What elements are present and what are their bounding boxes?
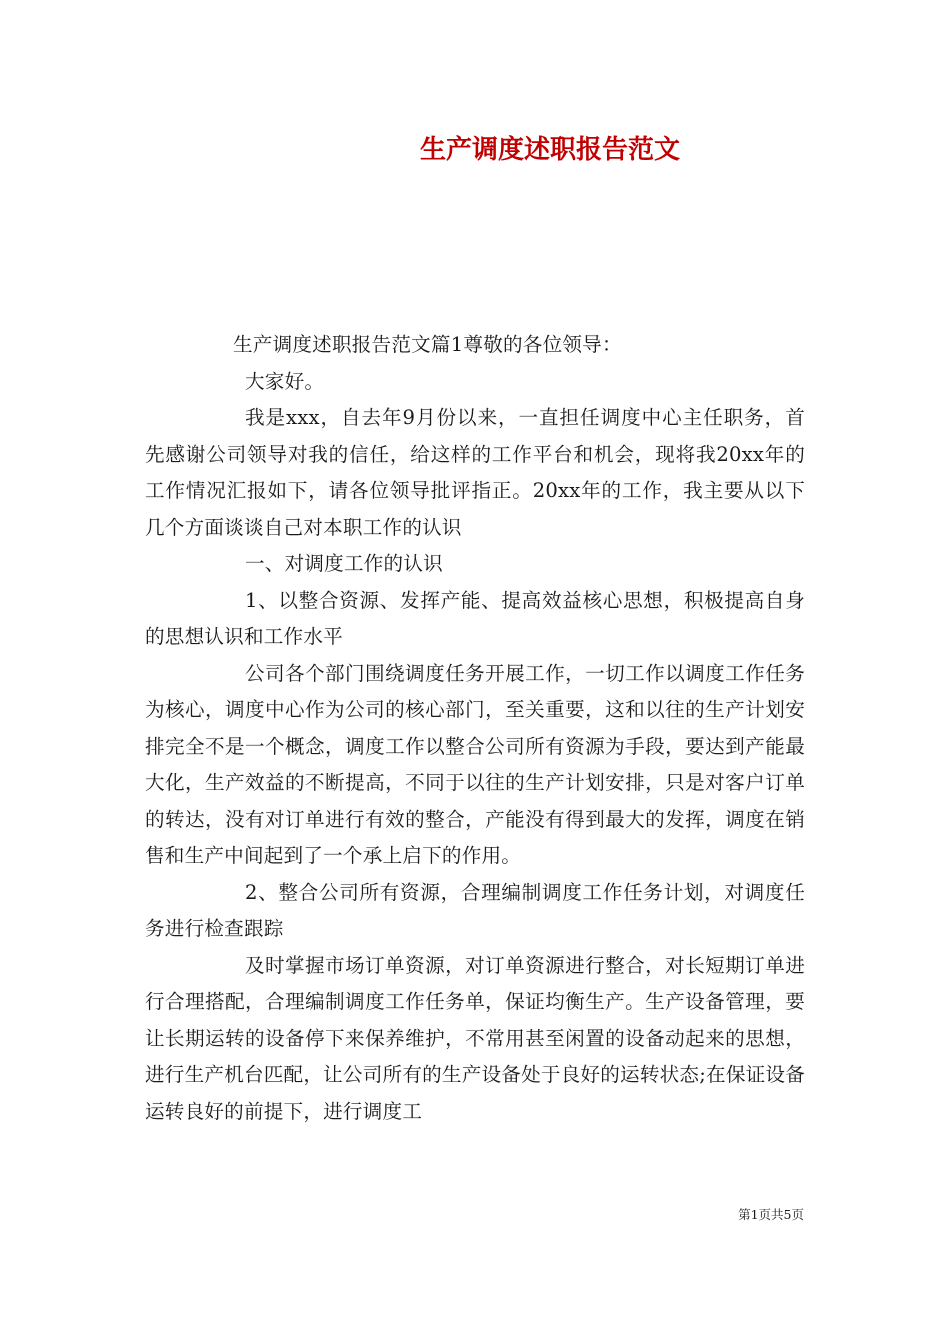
paragraph-body-1: 公司各个部门围绕调度任务开展工作，一切工作以调度工作任务为核心，调度中心作为公司的核心部门，至关重要，这和以往的生产计划安排完全不是一个概念，调度工作以整合公司所有资源为手段，要达到产能最大化，生产效益的不断提高，不同于以往的生产计划安排，只是对客户订单的转达，没有对订单进行有效的整合，产能没有得到最大的发挥，调度在销售和生产中间起到了一个承上启下的作用。 [145,661,805,867]
paragraph-greeting: 大家好。 [245,369,325,393]
paragraph-introduction: 我是xxx，自去年9月份以来，一直担任调度中心主任职务，首先感谢公司领导对我的信任，给这样的工作平台和机会，现将我20xx年的工作情况汇报如下，请各位领导批评指正。20xx年的工作，我主要从以下几个方面谈谈自己对本职工作的认识 [145,406,805,539]
subheading-2: 2、整合公司所有资源，合理编制调度工作任务计划，对调度任务进行检查跟踪 [145,880,805,940]
page-number-footer: 第1页共5页 [738,1207,804,1222]
subheading-1: 1、以整合资源、发挥产能、提高效益核心思想，积极提高自身的思想认识和工作水平 [145,588,805,648]
paragraph-body-2: 及时掌握市场订单资源，对订单资源进行整合，对长短期订单进行合理搭配，合理编制调度工作任务单，保证均衡生产。生产设备管理，要让长期运转的设备停下来保养维护，不常用甚至闲置的设备动起来的思想，进行生产机台匹配，让公司所有的生产设备处于良好的运转状态;在保证设备运转良好的前提下，进行调度工 [145,953,805,1123]
section-heading-1: 一、对调度工作的认识 [245,552,443,575]
paragraph-salutation: 生产调度述职报告范文篇1尊敬的各位领导： [233,333,622,356]
document-body [145,327,805,1130]
page-title: 生产调度述职报告范文 [419,135,680,165]
